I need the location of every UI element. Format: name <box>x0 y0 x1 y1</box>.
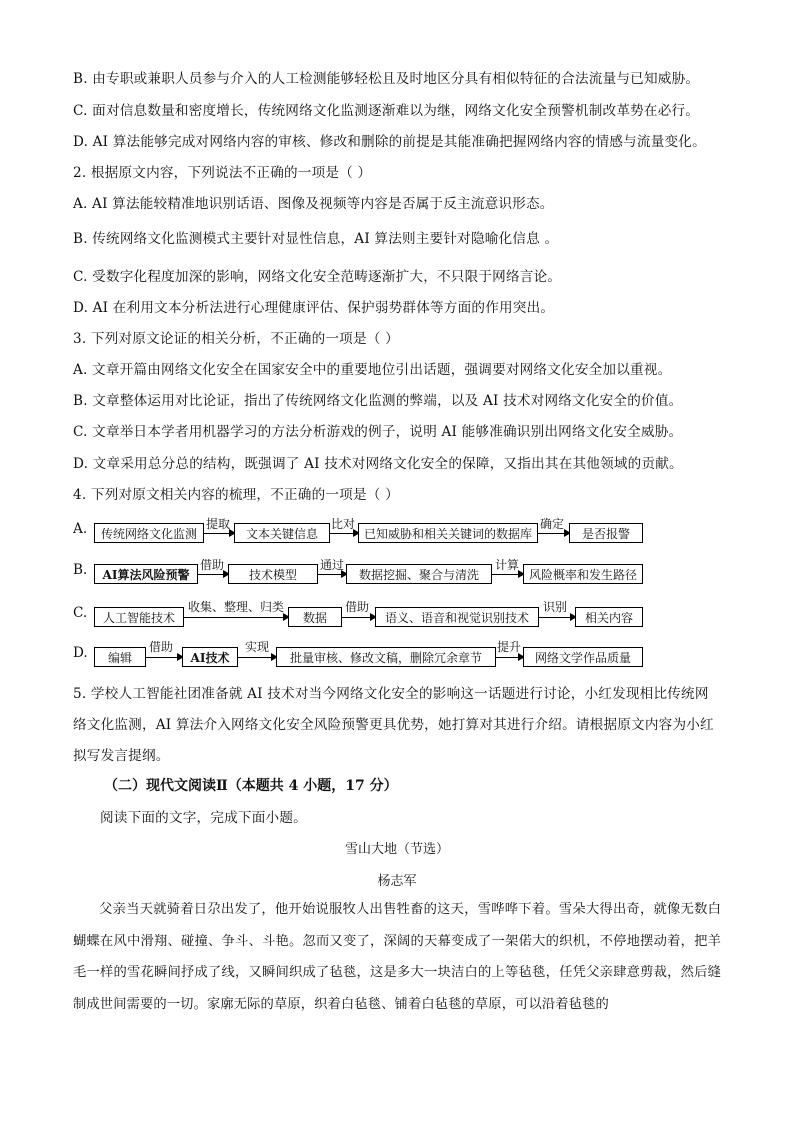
flow-d-arrow-2 <box>238 657 276 658</box>
flow-c-box-3: 语义、语音和视觉识别技术 <box>375 607 539 627</box>
q2-stem: 2. 根据原文内容，下列说法不正确的一项是（ ） <box>73 165 372 181</box>
flow-a-arrow-label-1: 提取 <box>206 517 231 531</box>
q5-line-2: 络文化监测，AI 算法介入网络文化安全风险预警更具优势，她打算对其进行介绍。请根据原文内容为小红 <box>73 717 714 733</box>
passage-author: 杨志军 <box>377 874 417 889</box>
flow-c-arrow-label-2: 借助 <box>345 600 370 614</box>
passage-paragraph-text: 父亲当天就骑着日尕出发了，他开始说服牧人出售牲畜的这天，雪哗哗下着。雪朵大得出奇，就像无数白蝴蝶在风中滑翔、碰撞、争斗、斗艳。忽而又变了，深阔的天幕变成了一架偌大的织机，不停地摆动着，把羊毛一样的雪花瞬间抒成了线，又瞬间织成了毡毯，这是多大一块洁白的上等毡毯，任凭父亲肆意剪裁，然后缝制成世间需要的一切。家廓无际的草原，织着白毡毯、铺着白毡毯的草原，可以沿着毡毯的 <box>73 902 721 1012</box>
q2-option-c: C. 受数字化程度加深的影响，网络文化安全范畴逐渐扩大，不只限于网络言论。 <box>73 269 562 285</box>
flow-d-letter: D. <box>73 645 88 661</box>
section-heading: （二）现代文阅读Ⅱ（本题共 4 小题，17 分） <box>104 778 398 794</box>
flow-a-box-4: 是否报警 <box>569 523 643 543</box>
flow-a-box-2: 文本关键信息 <box>234 523 330 543</box>
q3-option-c: C. 文章举日本学者用机器学习的方法分析游戏的例子，说明 AI 能够准确识别出网络文化安全威胁。 <box>73 424 683 440</box>
q1-option-b: B. 由专职或兼职人员参与介入的人工检测能够轻松且及时地区分具有相似特征的合法流量与已知威胁。 <box>73 71 700 87</box>
q1-option-c: C. 面对信息数量和密度增长，传统网络文化监测逐渐难以为继，网络文化安全预警机制改革势在必行。 <box>73 103 700 119</box>
flow-a-arrow-label-2: 比对 <box>331 517 356 531</box>
flow-d-box-2: AI技术 <box>182 647 238 667</box>
flow-a-arrow-3 <box>538 533 569 534</box>
flow-b-arrow-2 <box>318 574 346 575</box>
flow-b-arrow-1 <box>198 574 228 575</box>
flow-b-arrow-label-3: 计算 <box>495 558 520 572</box>
q2-option-d: D. AI 在利用文本分析法进行心理健康评估、保护弱势群体等方面的作用突出。 <box>73 300 555 316</box>
flow-c-arrow-label-3: 识别 <box>543 600 568 614</box>
flow-c-arrow-label-1: 收集、整理、归类 <box>188 600 285 614</box>
flow-b-box-2: 技术模型 <box>228 564 318 584</box>
flow-b-letter: B. <box>73 562 88 578</box>
flow-c-letter: C. <box>73 605 88 621</box>
flow-c-arrow-1 <box>184 617 288 618</box>
q3-option-a: A. 文章开篇由网络文化安全在国家安全中的重要地位引出话题，强调要对网络文化安全加以重视。 <box>73 362 672 378</box>
flow-d-box-4: 网络文学作品质量 <box>523 647 643 667</box>
flow-d-arrow-label-2: 实现 <box>245 640 270 654</box>
flow-a-arrow-label-3: 确定 <box>540 517 565 531</box>
flow-b-box-1: AI算法风险预警 <box>94 564 198 584</box>
flow-c-arrow-3 <box>539 617 575 618</box>
q2-option-b: B. 传统网络文化监测模式主要针对显性信息，AI 算法则主要针对隐喻化信息 。 <box>73 231 559 247</box>
flow-d-arrow-label-3: 提升 <box>497 640 522 654</box>
flow-c-box-2: 数据 <box>288 607 342 627</box>
flow-b-arrow-3 <box>492 574 523 575</box>
passage-paragraph <box>73 894 721 1018</box>
flow-a-box-1: 传统网络文化监测 <box>94 523 204 543</box>
flow-d-arrow-label-1: 借助 <box>149 640 174 654</box>
q2-option-a: A. AI 算法能较精准地识别话语、图像及视频等内容是否属于反主流意识形态。 <box>73 196 554 212</box>
flow-a-arrow-2 <box>330 533 358 534</box>
flow-d-arrow-3 <box>496 657 523 658</box>
q3-option-b: B. 文章整体运用对比论证，指出了传统网络文化监测的弊端，以及 AI 技术对网络文化安全的价值。 <box>73 393 683 409</box>
flow-b-arrow-label-2: 通过 <box>320 558 345 572</box>
flow-c-box-4: 相关内容 <box>575 607 643 627</box>
q5-line-1: 5. 学校人工智能社团准备就 AI 技术对当今网络文化安全的影响这一话题进行讨论，小红发现相比传统网 <box>73 686 709 702</box>
flow-c-arrow-2 <box>342 617 375 618</box>
flow-d-box-3: 批量审核、修改文稿，删除冗余章节 <box>276 647 496 667</box>
passage-title: 雪山大地（节选） <box>344 842 449 857</box>
q3-stem: 3. 下列对原文论证的相关分析，不正确的一项是（ ） <box>73 331 399 347</box>
q1-option-d: D. AI 算法能够完成对网络内容的审核、修改和删除的前提是其能准确把握网络内容的情感与流量变化。 <box>73 134 706 150</box>
flow-a-arrow-1 <box>204 533 234 534</box>
flow-b-box-3: 数据挖掘、聚合与清洗 <box>346 564 492 584</box>
flow-d-box-1: 编辑 <box>94 647 146 667</box>
q4-stem: 4. 下列对原文相关内容的梳理，不正确的一项是（ ） <box>73 487 399 503</box>
flow-a-box-3: 已知威胁和相关关键词的数据库 <box>358 523 538 543</box>
flow-b-arrow-label-1: 借助 <box>200 558 225 572</box>
flow-c-box-1: 人工智能技术 <box>94 607 184 627</box>
section-instruction: 阅读下面的文字，完成下面小题。 <box>100 810 307 826</box>
q5-line-3: 拟写发言提纲。 <box>73 748 170 764</box>
flow-d-arrow-1 <box>146 657 182 658</box>
flow-a-letter: A. <box>73 521 88 537</box>
q3-option-d: D. 文章采用总分总的结构，既强调了 AI 技术对网络文化安全的保障，又指出其在其他领域的贡献。 <box>73 456 683 472</box>
flow-b-box-4: 风险概率和发生路径 <box>523 564 643 584</box>
